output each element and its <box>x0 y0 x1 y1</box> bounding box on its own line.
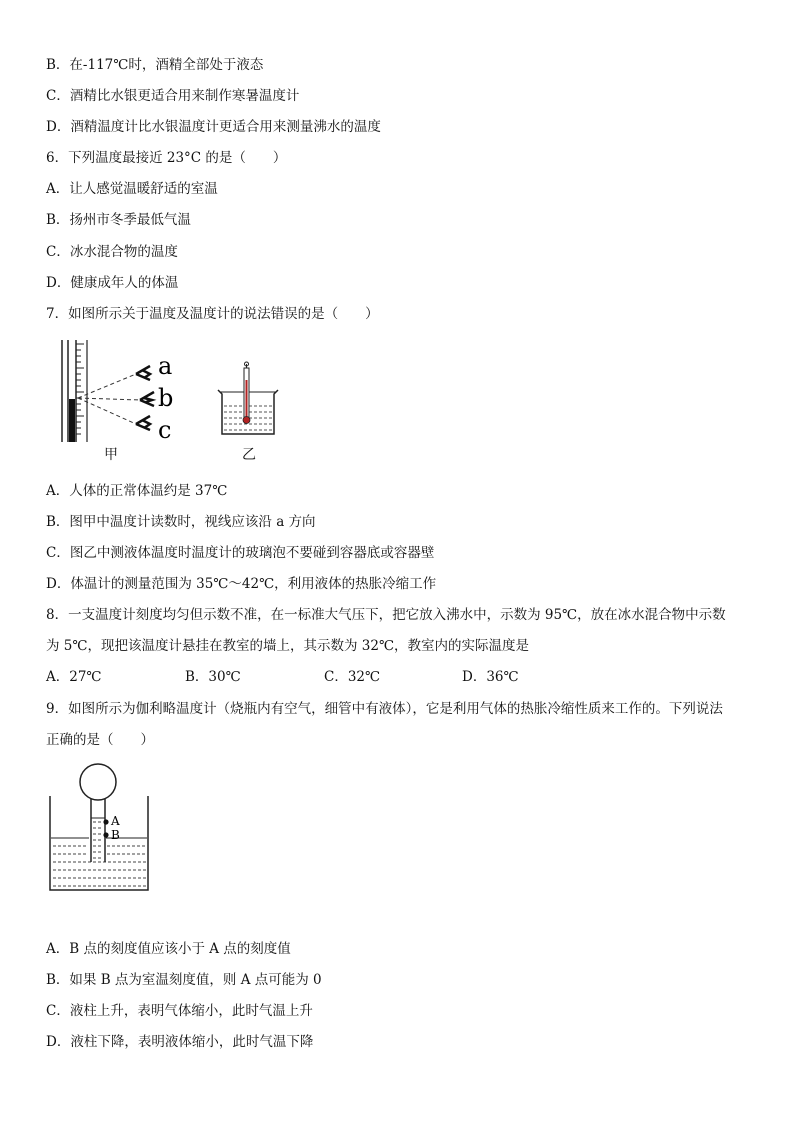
q7-option-c: C．图乙中测液体温度时温度计的玻璃泡不要碰到容器底或容器壁 <box>46 545 435 561</box>
q8-option-a: A．27℃ <box>46 669 102 685</box>
q8-option-d: D．36℃ <box>462 669 519 685</box>
q9-option-a: A．B 点的刻度值应该小于 A 点的刻度值 <box>46 941 291 957</box>
q8-option-b: B．30℃ <box>185 669 241 685</box>
point-a-label: A <box>111 814 120 828</box>
eye-label-a: a <box>158 352 173 380</box>
point-b-marker <box>103 832 108 837</box>
q8-stem-line2: 为 5℃，现把该温度计悬挂在教室的墙上，其示数为 32℃，教室内的实际温度是 <box>46 638 530 654</box>
q9-figure <box>48 762 158 898</box>
galileo-thermometer-svg <box>48 762 158 894</box>
eye-icon-a <box>136 366 150 380</box>
q7-stem: 7．如图所示关于温度及温度计的说法错误的是（ ） <box>46 306 379 322</box>
beaker-yi <box>218 362 278 434</box>
q6-option-b: B．扬州市冬季最低气温 <box>46 212 191 228</box>
q8-stem-line1: 8．一支温度计刻度均匀但示数不准，在一标准大气压下，把它放入沸水中，示数为 95℃，放在冰水混合物中示数 <box>46 607 726 623</box>
eye-icon-c <box>136 416 150 430</box>
q6-stem: 6．下列温度最接近 23°C 的是（ ） <box>46 150 287 166</box>
q7-option-b: B．图甲中温度计读数时，视线应该沿 a 方向 <box>46 514 316 530</box>
figure-caption-yi: 乙 <box>242 447 256 463</box>
q9-option-b: B．如果 B 点为室温刻度值，则 A 点可能为 0 <box>46 972 322 988</box>
q7-option-d: D．体温计的测量范围为 35℃～42℃，利用液体的热胀冷缩工作 <box>46 576 437 592</box>
q9-stem-line2: 正确的是（ ） <box>46 732 154 748</box>
q6-option-c: C．冰水混合物的温度 <box>46 244 178 260</box>
q7-figure <box>56 334 316 468</box>
eye-label-c: c <box>158 416 172 444</box>
eye-label-b: b <box>158 384 174 412</box>
q6-option-d: D．健康成年人的体温 <box>46 275 179 291</box>
q7-option-a: A．人体的正常体温约是 37℃ <box>46 483 228 499</box>
q9-stem-line1: 9．如图所示为伽利略温度计（烧瓶内有空气，细管中有液体），它是利用气体的热胀冷缩性质来工作的。下列说法 <box>46 701 723 717</box>
thermometer-jia <box>62 340 87 442</box>
q5-option-b: B．在-117℃时，酒精全部处于液态 <box>46 57 264 73</box>
q6-option-a: A．让人感觉温暖舒适的室温 <box>46 181 218 197</box>
q9-option-c: C．液柱上升，表明气体缩小，此时气温上升 <box>46 1003 313 1019</box>
eye-icon-b <box>140 392 154 406</box>
figure-caption-jia: 甲 <box>104 447 118 463</box>
q5-option-d: D．酒精温度计比水银温度计更适合用来测量沸水的温度 <box>46 119 381 135</box>
point-b-label: B <box>111 828 120 842</box>
q7-figure-svg <box>56 334 316 464</box>
q9-option-d: D．液柱下降，表明液体缩小，此时气温下降 <box>46 1034 314 1050</box>
q5-option-c: C．酒精比水银更适合用来制作寒暑温度计 <box>46 88 300 104</box>
q8-option-c: C．32℃ <box>324 669 381 685</box>
point-a-marker <box>103 819 108 824</box>
